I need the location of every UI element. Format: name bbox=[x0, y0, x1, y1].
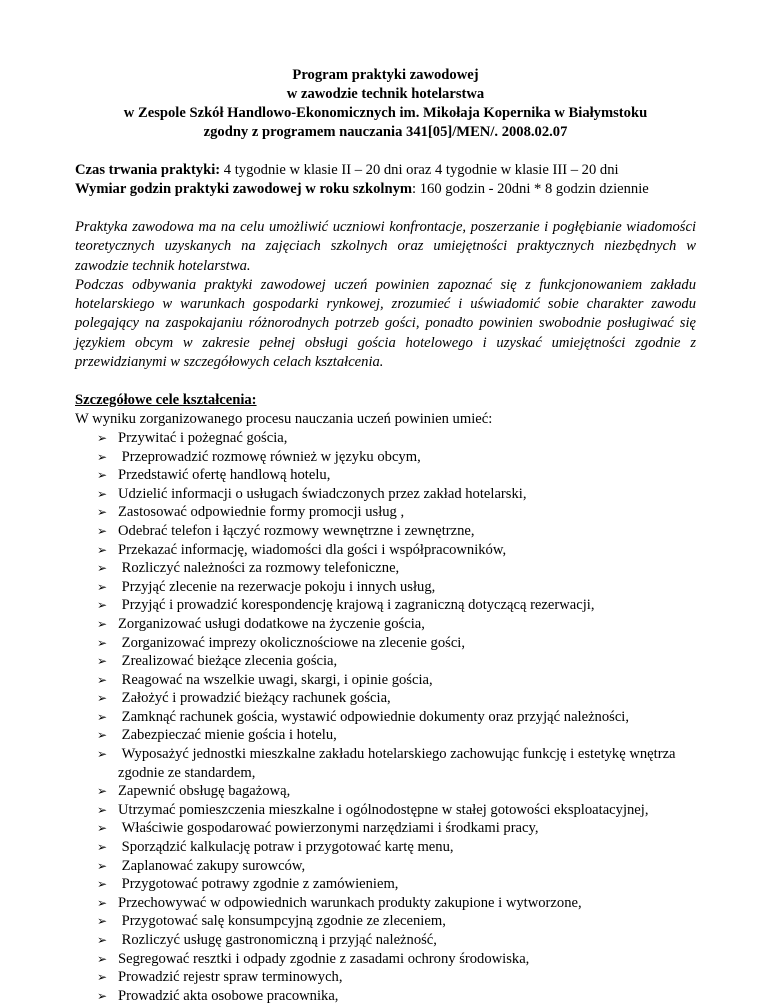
intro-text bbox=[75, 218, 696, 372]
goal-item bbox=[97, 541, 696, 560]
goal-text: Zamknąć rachunek gościa, wystawić odpowiednie dokumenty oraz przyjąć należności, bbox=[118, 708, 630, 725]
goal-text: Rozliczyć należności za rozmowy telefoniczne, bbox=[118, 560, 400, 577]
duration-value: 4 tygodnie w klasie II – 20 dni oraz 4 tygodnie w klasie III – 20 dni bbox=[220, 162, 619, 178]
arrow-bullet-icon: ➢ bbox=[97, 616, 108, 631]
goal-item bbox=[97, 894, 696, 913]
arrow-bullet-icon: ➢ bbox=[97, 542, 108, 557]
goal-text: Właściwie gospodarować powierzonymi narzędziami i środkami pracy, bbox=[118, 820, 539, 837]
goal-item bbox=[97, 931, 696, 950]
goal-text: Zastosować odpowiednie formy promocji usług , bbox=[118, 504, 405, 521]
goal-text: Reagować na wszelkie uwagi, skargi, i opinie gościa, bbox=[118, 671, 433, 688]
arrow-bullet-icon: ➢ bbox=[97, 486, 108, 501]
goal-item bbox=[97, 857, 696, 876]
goal-text: Przechowywać w odpowiednich warunkach produkty zakupione i wytworzone, bbox=[118, 894, 582, 911]
arrow-bullet-icon: ➢ bbox=[97, 598, 108, 613]
title-line-2: w zawodzie technik hotelarstwa bbox=[286, 86, 485, 102]
arrow-bullet-icon: ➢ bbox=[97, 858, 108, 873]
goal-text: Segregować resztki i odpady zgodnie z zasadami ochrony środowiska, bbox=[118, 950, 530, 967]
arrow-bullet-icon: ➢ bbox=[97, 672, 108, 687]
hours-label: Wymiar godzin praktyki zawodowej w roku szkolnym bbox=[75, 181, 413, 197]
duration-label: Czas trwania praktyki: bbox=[75, 162, 221, 178]
goal-text: Zorganizować imprezy okolicznościowe na zlecenie gości, bbox=[118, 634, 466, 651]
goal-text: Przywitać i pożegnać gościa, bbox=[118, 429, 288, 446]
goal-item bbox=[97, 726, 696, 745]
goal-text: Przyjąć zlecenie na rezerwacje pokoju i innych usług, bbox=[118, 578, 436, 595]
arrow-bullet-icon: ➢ bbox=[97, 840, 108, 855]
goal-text: Prowadzić akta osobowe pracownika, bbox=[118, 987, 339, 1004]
goals-list bbox=[75, 429, 696, 1005]
goal-text: Prowadzić rejestr spraw terminowych, bbox=[118, 969, 343, 986]
goal-item bbox=[97, 875, 696, 894]
goal-text: Przygotować potrawy zgodnie z zamówieniem, bbox=[118, 876, 399, 893]
arrow-bullet-icon: ➢ bbox=[97, 970, 108, 985]
arrow-bullet-icon: ➢ bbox=[97, 933, 108, 947]
goal-item bbox=[97, 838, 696, 857]
goal-item bbox=[97, 708, 696, 727]
arrow-bullet-icon: ➢ bbox=[97, 895, 108, 910]
title-line-4: zgodny z programem nauczania 341[05]/MEN/. 2008.02.07 bbox=[203, 124, 568, 140]
arrow-bullet-icon: ➢ bbox=[97, 877, 108, 892]
goal-text: Sporządzić kalkulację potraw i przygotować kartę menu, bbox=[118, 839, 454, 856]
arrow-bullet-icon: ➢ bbox=[97, 654, 108, 669]
arrow-bullet-icon: ➢ bbox=[97, 914, 108, 929]
goal-item bbox=[97, 503, 696, 522]
goals-lead: W wyniku zorganizowanego procesu nauczania uczeń powinien umieć: bbox=[75, 411, 493, 428]
goals-heading: Szczegółowe cele kształcenia: bbox=[75, 392, 257, 409]
goal-text: Zaplanować zakupy surowców, bbox=[118, 857, 306, 874]
arrow-bullet-icon: ➢ bbox=[97, 951, 108, 966]
goal-text: Zrealizować bieżące zlecenia gościa, bbox=[118, 653, 338, 670]
goal-text: Rozliczyć usługę gastronomiczną i przyjąć należność, bbox=[118, 932, 437, 948]
goal-text: Zapewnić obsługę bagażową, bbox=[118, 783, 291, 800]
goal-text: Odebrać telefon i łączyć rozmowy wewnętrzne i zewnętrzne, bbox=[118, 522, 475, 539]
goal-text: Przygotować salę konsumpcyjną zgodnie ze zleceniem, bbox=[118, 913, 446, 930]
document-title bbox=[75, 66, 696, 142]
arrow-bullet-icon: ➢ bbox=[97, 430, 108, 445]
arrow-bullet-icon: ➢ bbox=[97, 728, 108, 743]
goal-item bbox=[97, 485, 696, 504]
goal-item bbox=[97, 615, 696, 634]
goal-item bbox=[97, 968, 696, 987]
goal-item bbox=[97, 634, 696, 653]
goal-item bbox=[97, 466, 696, 485]
arrow-bullet-icon: ➢ bbox=[97, 523, 108, 538]
goal-text: Zorganizować usługi dodatkowe na życzenie gościa, bbox=[118, 615, 425, 632]
duration-line bbox=[75, 161, 696, 180]
goal-item bbox=[97, 782, 696, 801]
goal-item bbox=[97, 596, 696, 615]
goal-text: Utrzymać pomieszczenia mieszkalne i ogólnodostępne w stałej gotowości eksploatacyjnej, bbox=[118, 801, 649, 818]
goal-item bbox=[97, 950, 696, 969]
arrow-bullet-icon: ➢ bbox=[97, 709, 108, 724]
goal-item bbox=[97, 912, 696, 931]
goal-item bbox=[97, 689, 696, 708]
goal-text: Przyjąć i prowadzić korespondencję krajową i zagraniczną dotyczącą rezerwacji, bbox=[118, 597, 595, 614]
goal-text: Przekazać informację, wiadomości dla gości i współpracowników, bbox=[118, 541, 507, 558]
arrow-bullet-icon: ➢ bbox=[97, 691, 108, 706]
goal-item bbox=[97, 987, 696, 1005]
goal-item bbox=[97, 559, 696, 578]
title-line-3: w Zespole Szkół Handlowo-Ekonomicznych im. Mikołaja Kopernika w Białymstoku bbox=[123, 105, 648, 121]
goal-text: Udzielić informacji o usługach świadczonych przez zakład hotelarski, bbox=[118, 485, 527, 502]
goal-item bbox=[97, 652, 696, 671]
arrow-bullet-icon: ➢ bbox=[97, 579, 108, 594]
arrow-bullet-icon: ➢ bbox=[97, 468, 108, 483]
title-line-1: Program praktyki zawodowej bbox=[292, 67, 479, 83]
goal-item bbox=[97, 429, 696, 448]
arrow-bullet-icon: ➢ bbox=[97, 988, 108, 1003]
arrow-bullet-icon: ➢ bbox=[97, 561, 108, 576]
goal-item bbox=[97, 819, 696, 838]
arrow-bullet-icon: ➢ bbox=[97, 635, 108, 650]
goal-text: Wyposażyć jednostki mieszkalne zakładu hotelarskiego zachowując funkcję i estetykę wnętrza zgodnie ze standardem, bbox=[118, 746, 680, 781]
practice-meta bbox=[75, 161, 696, 199]
arrow-bullet-icon: ➢ bbox=[97, 784, 108, 799]
arrow-bullet-icon: ➢ bbox=[97, 505, 108, 520]
goal-text: Przeprowadzić rozmowę również w języku obcym, bbox=[118, 448, 421, 465]
goal-text: Założyć i prowadzić bieżący rachunek gościa, bbox=[118, 690, 391, 707]
goal-item bbox=[97, 671, 696, 690]
intro-paragraph-2: Podczas odbywania praktyki zawodowej uczeń powinien zapoznać się z funkcjonowaniem zakładu hotelarskiego w warunkach gospodarki rynkowej, zrozumieć i uświadomić sobie charakter zawodu polegający na zaspokajaniu różnorodnych potrzeb gości, ponadto powinien swobodnie posługiwać się językiem obcym w zakresie pełnej obsługi gościa hotelowego i uzyskać umiejętności zgodnie z przewidzianymi w szczegółowych celach kształcenia. bbox=[75, 276, 696, 371]
hours-value: : 160 godzin - 20dni * 8 godzin dziennie bbox=[412, 181, 649, 197]
goal-text: Przedstawić ofertę handlową hotelu, bbox=[118, 467, 331, 484]
arrow-bullet-icon: ➢ bbox=[97, 449, 108, 464]
arrow-bullet-icon: ➢ bbox=[97, 821, 108, 836]
goal-item bbox=[97, 448, 696, 467]
arrow-bullet-icon: ➢ bbox=[97, 802, 108, 817]
goal-item bbox=[97, 801, 696, 820]
arrow-bullet-icon: ➢ bbox=[97, 747, 108, 762]
goal-item bbox=[97, 522, 696, 541]
goal-item bbox=[97, 578, 696, 597]
intro-paragraph-1: Praktyka zawodowa ma na celu umożliwić uczniowi konfrontacje, poszerzanie i pogłębianie wiadomości teoretycznych uzyskanych na zajęciach szkolnych oraz umiejętności praktycznych niezbędnych w zawodzie technik hotelarstwa. bbox=[75, 219, 696, 274]
hours-line bbox=[75, 180, 696, 199]
goal-text: Zabezpieczać mienie gościa i hotelu, bbox=[118, 727, 337, 744]
goal-item bbox=[97, 745, 696, 782]
